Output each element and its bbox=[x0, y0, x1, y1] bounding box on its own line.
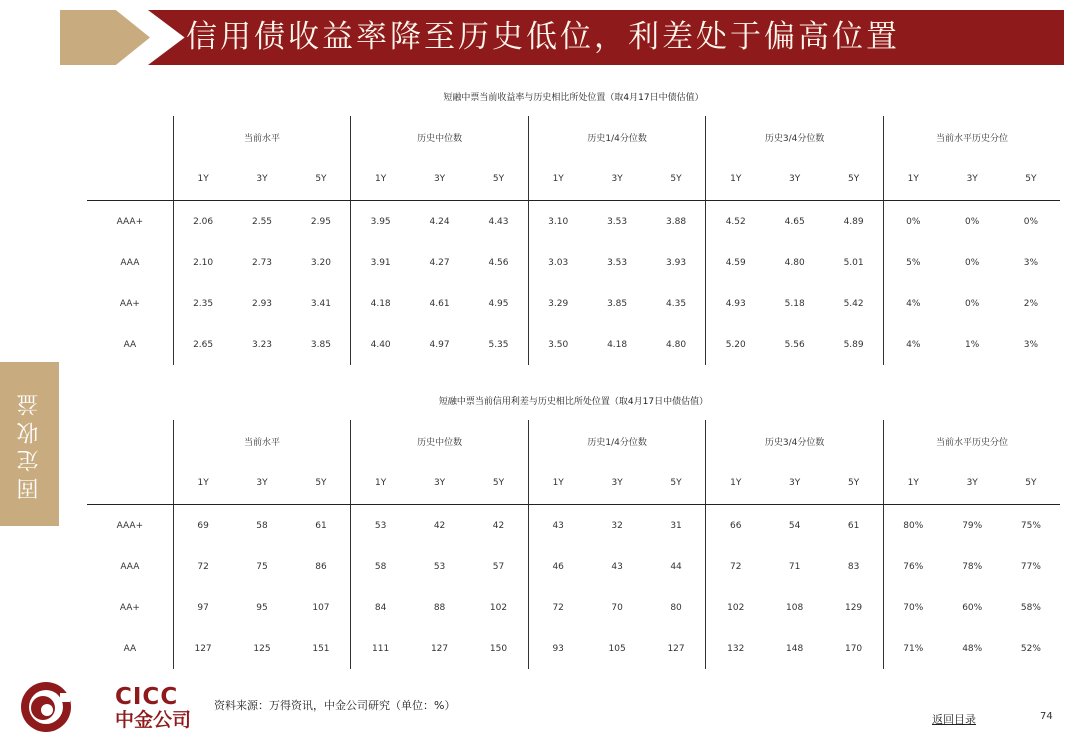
table2-tenor-header-row bbox=[87, 462, 1060, 505]
table-cell: 57 bbox=[469, 546, 528, 587]
table-cell: 61 bbox=[824, 505, 883, 547]
table-row bbox=[87, 201, 1060, 243]
table-cell: 4.93 bbox=[725, 298, 746, 309]
table-row bbox=[87, 242, 1060, 283]
table-cell: 4.24 bbox=[429, 216, 450, 227]
table-cell: 127 bbox=[647, 628, 706, 669]
yield-table bbox=[87, 116, 1060, 365]
cicc-logo bbox=[20, 681, 200, 733]
table-cell: 4.65 bbox=[784, 216, 805, 227]
tenor-header: 5Y bbox=[469, 158, 528, 201]
tenor-header: 3Y bbox=[765, 462, 824, 505]
tenor-header: 3Y bbox=[765, 158, 824, 201]
table-cell: 151 bbox=[292, 628, 351, 669]
table2-body bbox=[87, 505, 1060, 670]
table-cell: 86 bbox=[292, 546, 351, 587]
corner-cell bbox=[87, 462, 173, 505]
tenor-header: 1Y bbox=[883, 158, 942, 201]
group-header: 当前水平 bbox=[173, 116, 351, 158]
table-cell: 0% bbox=[965, 298, 980, 309]
table1-title: 短融中票当前收益率与历史相比所处位置（取4月17日中债估值） bbox=[443, 93, 704, 103]
tenor-header: 3Y bbox=[232, 158, 291, 201]
logo-text-en: CICC bbox=[115, 684, 179, 710]
row-label: AAA+ bbox=[87, 201, 173, 243]
table-cell: 125 bbox=[253, 643, 271, 654]
table-row bbox=[87, 283, 1060, 324]
table-cell: 3.20 bbox=[292, 242, 351, 283]
table-cell: 5% bbox=[906, 257, 921, 268]
table-row bbox=[87, 505, 1060, 547]
table-cell: 127 bbox=[194, 643, 212, 654]
group-header: 历史中位数 bbox=[351, 116, 529, 158]
table-cell: 129 bbox=[824, 587, 883, 628]
table-cell: 4% bbox=[906, 298, 921, 309]
table-cell: 4.18 bbox=[370, 298, 391, 309]
logo-text-zh: 中金公司 bbox=[115, 709, 192, 731]
table-cell: 97 bbox=[197, 602, 209, 613]
table-cell: 44 bbox=[647, 546, 706, 587]
group-header: 当前水平 bbox=[173, 420, 351, 462]
table-cell: 75% bbox=[1020, 520, 1041, 531]
group-header: 当前水平历史分位 bbox=[935, 437, 1008, 448]
table2-group-header-row bbox=[87, 420, 1060, 462]
row-label: AAA+ bbox=[87, 505, 173, 547]
group-header: 历史1/4分位数 bbox=[528, 420, 706, 462]
table-cell: 69 bbox=[197, 520, 209, 531]
table-cell: 79% bbox=[962, 520, 983, 531]
table-cell: 3.53 bbox=[607, 216, 628, 227]
table-cell: 46 bbox=[552, 561, 564, 572]
table-cell: 58% bbox=[1020, 602, 1041, 613]
corner-cell bbox=[87, 158, 173, 201]
table-cell: 3.10 bbox=[548, 216, 569, 227]
table-cell: 42 bbox=[469, 505, 528, 547]
table-cell: 4.27 bbox=[429, 257, 450, 268]
spread-table bbox=[87, 420, 1060, 669]
table-cell: 54 bbox=[788, 520, 801, 531]
tenor-header: 3Y bbox=[232, 462, 291, 505]
tenor-header: 3Y bbox=[588, 158, 647, 201]
source-note: 资料来源：万得资讯，中金公司研究（单位：%） bbox=[214, 699, 456, 712]
table-cell: 58 bbox=[374, 561, 387, 572]
table-cell: 31 bbox=[647, 505, 706, 547]
table-cell: 148 bbox=[786, 643, 804, 654]
tenor-header: 5Y bbox=[1002, 158, 1060, 201]
table-cell: 48% bbox=[962, 643, 983, 654]
table-cell: 3.03 bbox=[548, 257, 569, 268]
cicc-emblem-icon bbox=[20, 681, 72, 733]
table-cell: 80% bbox=[903, 520, 924, 531]
table-cell: 5.01 bbox=[824, 242, 883, 283]
table-cell: 83 bbox=[824, 546, 883, 587]
table-cell: 4.40 bbox=[370, 339, 391, 350]
table-row bbox=[87, 546, 1060, 587]
table-cell: 95 bbox=[256, 602, 268, 613]
table-cell: 3.93 bbox=[647, 242, 706, 283]
table-cell: 70 bbox=[611, 602, 623, 613]
table-cell: 4.80 bbox=[784, 257, 805, 268]
tenor-header: 1Y bbox=[528, 462, 587, 505]
table-cell: 0% bbox=[906, 216, 921, 227]
table-cell: 4.95 bbox=[469, 283, 528, 324]
table-cell: 5.89 bbox=[824, 324, 883, 365]
table-cell: 70% bbox=[903, 602, 924, 613]
table-cell: 2.95 bbox=[292, 201, 351, 243]
tenor-header: 1Y bbox=[706, 462, 765, 505]
table-cell: 77% bbox=[1020, 561, 1041, 572]
table-cell: 71 bbox=[788, 561, 801, 572]
table-cell: 5.18 bbox=[784, 298, 805, 309]
row-label: AAA bbox=[87, 242, 173, 283]
tenor-header: 1Y bbox=[706, 158, 765, 201]
table-cell: 2.10 bbox=[193, 257, 214, 268]
table-cell: 5.35 bbox=[469, 324, 528, 365]
page-title: 信用债收益率降至历史低位，利差处于偏高位置 bbox=[186, 19, 900, 55]
tenor-header: 5Y bbox=[824, 462, 883, 505]
tenor-header: 1Y bbox=[351, 462, 410, 505]
table-cell: 3% bbox=[1023, 257, 1039, 268]
table-cell: 4.80 bbox=[647, 324, 706, 365]
tenor-header: 1Y bbox=[173, 158, 232, 201]
table-cell: 0% bbox=[1023, 216, 1039, 227]
table-cell: 3.85 bbox=[607, 298, 628, 309]
group-header: 当前水平历史分位 bbox=[935, 133, 1008, 144]
table-cell: 2.55 bbox=[251, 216, 273, 227]
table-cell: 43 bbox=[552, 520, 564, 531]
tenor-header: 5Y bbox=[469, 462, 528, 505]
table-cell: 108 bbox=[786, 602, 804, 613]
table-cell: 3.23 bbox=[251, 339, 273, 350]
table-cell: 2.73 bbox=[251, 257, 273, 268]
tenor-header: 3Y bbox=[410, 462, 469, 505]
table-cell: 5.20 bbox=[725, 339, 746, 350]
table-cell: 32 bbox=[611, 520, 623, 531]
table-cell: 52% bbox=[1020, 643, 1041, 654]
table-cell: 127 bbox=[430, 643, 449, 654]
tenor-header: 1Y bbox=[528, 158, 587, 201]
table-cell: 84 bbox=[374, 602, 387, 613]
corner-cell bbox=[87, 116, 173, 158]
table-cell: 4.89 bbox=[824, 201, 883, 243]
table-cell: 2.65 bbox=[193, 339, 214, 350]
table-cell: 3.50 bbox=[548, 339, 569, 350]
row-label: AA bbox=[87, 628, 173, 669]
table-cell: 43 bbox=[611, 561, 623, 572]
table-cell: 4.35 bbox=[647, 283, 706, 324]
table-cell: 53 bbox=[433, 561, 446, 572]
table-cell: 4% bbox=[906, 339, 921, 350]
table-cell: 5.42 bbox=[824, 283, 883, 324]
group-header: 历史中位数 bbox=[351, 420, 529, 462]
table-cell: 132 bbox=[727, 643, 745, 654]
table-cell: 3.88 bbox=[647, 201, 706, 243]
tenor-header: 1Y bbox=[351, 158, 410, 201]
table1-tenor-header-row bbox=[87, 158, 1060, 201]
table-cell: 3% bbox=[1023, 339, 1039, 350]
row-label: AA bbox=[87, 324, 173, 365]
table-cell: 66 bbox=[730, 520, 742, 531]
table-cell: 58 bbox=[256, 520, 268, 531]
row-label: AA+ bbox=[87, 283, 173, 324]
table-cell: 3.91 bbox=[370, 257, 391, 268]
row-label: AAA bbox=[87, 546, 173, 587]
header-chevron-decoration bbox=[60, 10, 150, 65]
tenor-header: 5Y bbox=[824, 158, 883, 201]
table-cell: 1% bbox=[965, 339, 980, 350]
table-cell: 93 bbox=[552, 643, 564, 654]
table-cell: 102 bbox=[727, 602, 745, 613]
table2-title: 短融中票当前信用利差与历史相比所处位置（取4月17日中债估值） bbox=[438, 397, 709, 407]
table-cell: 75 bbox=[256, 561, 268, 572]
table1-body bbox=[87, 201, 1060, 366]
tenor-header: 5Y bbox=[292, 158, 351, 201]
table-cell: 3.41 bbox=[292, 283, 351, 324]
tenor-header: 5Y bbox=[292, 462, 351, 505]
table-cell: 72 bbox=[197, 561, 209, 572]
table-cell: 72 bbox=[730, 561, 742, 572]
table-cell: 4.43 bbox=[469, 201, 528, 243]
tenor-header: 3Y bbox=[588, 462, 647, 505]
back-to-contents-link[interactable]: 返回目录 bbox=[932, 713, 976, 726]
tenor-header: 3Y bbox=[410, 158, 469, 201]
table-row bbox=[87, 628, 1060, 669]
table-cell: 3.53 bbox=[607, 257, 628, 268]
table-cell: 0% bbox=[965, 257, 980, 268]
group-header: 历史1/4分位数 bbox=[528, 116, 706, 158]
table-cell: 4.56 bbox=[469, 242, 528, 283]
table-cell: 76% bbox=[903, 561, 924, 572]
table-cell: 60% bbox=[962, 602, 983, 613]
tenor-header: 5Y bbox=[1002, 462, 1060, 505]
table-cell: 2.93 bbox=[251, 298, 273, 309]
tenor-header: 1Y bbox=[883, 462, 942, 505]
table-cell: 4.61 bbox=[429, 298, 450, 309]
table-cell: 111 bbox=[372, 643, 390, 654]
table-cell: 88 bbox=[433, 602, 446, 613]
table-cell: 71% bbox=[903, 643, 924, 654]
table-row bbox=[87, 587, 1060, 628]
table-cell: 3.85 bbox=[292, 324, 351, 365]
table-cell: 2% bbox=[1023, 298, 1039, 309]
table-cell: 105 bbox=[608, 643, 626, 654]
tenor-header: 5Y bbox=[647, 158, 706, 201]
side-section-label: 固定收益 bbox=[17, 388, 42, 500]
table-cell: 4.18 bbox=[607, 339, 628, 350]
table-cell: 3.95 bbox=[370, 216, 391, 227]
table-cell: 170 bbox=[824, 628, 883, 669]
table-cell: 4.97 bbox=[429, 339, 450, 350]
tenor-header: 3Y bbox=[943, 158, 1002, 201]
tenor-header: 5Y bbox=[647, 462, 706, 505]
table-cell: 4.52 bbox=[725, 216, 746, 227]
table-cell: 0% bbox=[965, 216, 980, 227]
table-cell: 3.29 bbox=[548, 298, 569, 309]
table-cell: 80 bbox=[647, 587, 706, 628]
table-cell: 2.06 bbox=[193, 216, 214, 227]
group-header: 历史3/4分位数 bbox=[706, 420, 884, 462]
table-row bbox=[87, 324, 1060, 365]
group-header: 历史3/4分位数 bbox=[706, 116, 884, 158]
table-cell: 72 bbox=[552, 602, 564, 613]
row-label: AA+ bbox=[87, 587, 173, 628]
table-cell: 5.56 bbox=[784, 339, 805, 350]
table-cell: 2.35 bbox=[193, 298, 214, 309]
table-cell: 102 bbox=[469, 587, 528, 628]
table1-group-header-row bbox=[87, 116, 1060, 158]
table-cell: 53 bbox=[374, 520, 387, 531]
table-cell: 78% bbox=[962, 561, 983, 572]
tenor-header: 1Y bbox=[173, 462, 232, 505]
page-number: 74 bbox=[1040, 711, 1053, 722]
table-cell: 150 bbox=[469, 628, 528, 669]
table-cell: 4.59 bbox=[725, 257, 746, 268]
corner-cell bbox=[87, 420, 173, 462]
table-cell: 61 bbox=[292, 505, 351, 547]
table-cell: 42 bbox=[433, 520, 446, 531]
table-cell: 107 bbox=[292, 587, 351, 628]
tenor-header: 3Y bbox=[943, 462, 1002, 505]
